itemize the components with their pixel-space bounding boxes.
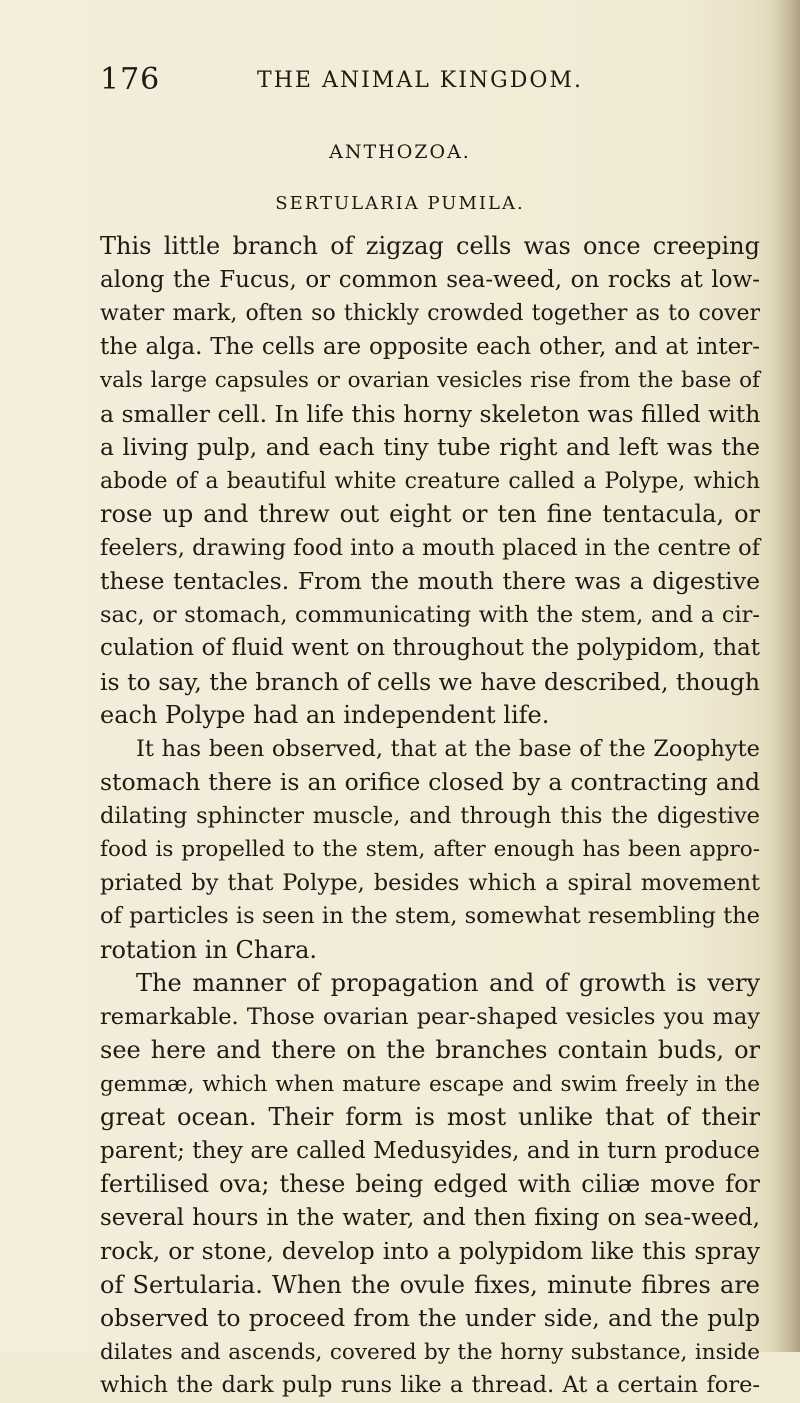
text-line: vals large capsules or ovarian vesicles rise from the base of — [100, 368, 760, 393]
text-line: a smaller cell. In life this horny skeleton was filled with — [100, 399, 761, 428]
text-line: feelers, drawing food into a mouth placed in the centre of — [100, 534, 761, 561]
text-line: gemmæ, which when mature escape and swim freely in the — [100, 1071, 760, 1097]
text-line: priated by that Polype, besides which a spiral movement — [100, 869, 760, 896]
text-line: these tentacles. From the mouth there was a digestive — [100, 567, 760, 595]
text-line: several hours in the water, and then fixing on sea-weed, — [100, 1204, 760, 1231]
running-head — [100, 60, 740, 100]
text-line: see here and there on the branches contain buds, or — [100, 1036, 760, 1064]
text-line: of Sertularia. When the ovule fixes, minute fibres are — [100, 1270, 760, 1299]
text-line: of particles is seen in the stem, somewhat resembling the — [100, 903, 760, 929]
text-line: a living pulp, and each tiny tube right and left was the — [100, 433, 760, 461]
text-line: which the dark pulp runs like a thread. At a certain fore- — [100, 1372, 760, 1398]
text-line: fertilised ova; these being edged with ciliæ move for — [100, 1170, 760, 1198]
text-line: culation of fluid went on throughout the polypidom, that — [100, 635, 760, 661]
text-line: along the Fucus, or common sea-weed, on rocks at low- — [100, 266, 760, 293]
section-title: ANTHOZOA. — [329, 141, 471, 163]
text-line: remarkable. Those ovarian pear-shaped vesicles you may — [100, 1003, 760, 1030]
body-text — [100, 230, 760, 1403]
text-line: This little branch of zigzag cells was once creeping — [100, 232, 760, 260]
text-line: abode of a beautiful white creature called a Polype, which — [100, 468, 760, 494]
text-line: observed to proceed from the under side, and the pulp — [100, 1304, 760, 1332]
text-line: parent; they are called Medusyides, and in turn produce — [100, 1137, 760, 1164]
text-line: stomach there is an orifice closed by a contracting and — [100, 768, 760, 796]
species-title: SERTULARIA PUMILA. — [275, 193, 525, 214]
text-line: each Polype had an independent life. — [100, 701, 550, 729]
text-line: The manner of propagation and of growth is very — [136, 969, 760, 997]
text-line: dilating sphincter muscle, and through this the digestive — [100, 802, 760, 829]
page-number: 176 — [100, 62, 161, 97]
text-line: sac, or stomach, communicating with the stem, and a cir- — [100, 601, 760, 628]
text-line: is to say, the branch of cells we have described, though — [100, 667, 760, 696]
text-line: rock, or stone, develop into a polypidom like this spray — [100, 1237, 760, 1265]
text-line: water mark, often so thickly crowded together as to cover — [100, 301, 760, 326]
text-line: food is propelled to the stem, after enough has been appro- — [100, 837, 760, 862]
text-line: rose up and threw out eight or ten fine tentacula, or — [100, 500, 760, 528]
running-head-title: THE ANIMAL KINGDOM. — [257, 68, 583, 93]
text-line: great ocean. Their form is most unlike that of their — [100, 1103, 760, 1131]
text-line: It has been observed, that at the base of the Zoophyte — [136, 735, 760, 762]
text-line: dilates and ascends, covered by the horny substance, inside — [100, 1339, 760, 1365]
text-line: rotation in Chara. — [100, 935, 318, 964]
text-line: the alga. The cells are opposite each other, and at inter- — [100, 333, 760, 360]
